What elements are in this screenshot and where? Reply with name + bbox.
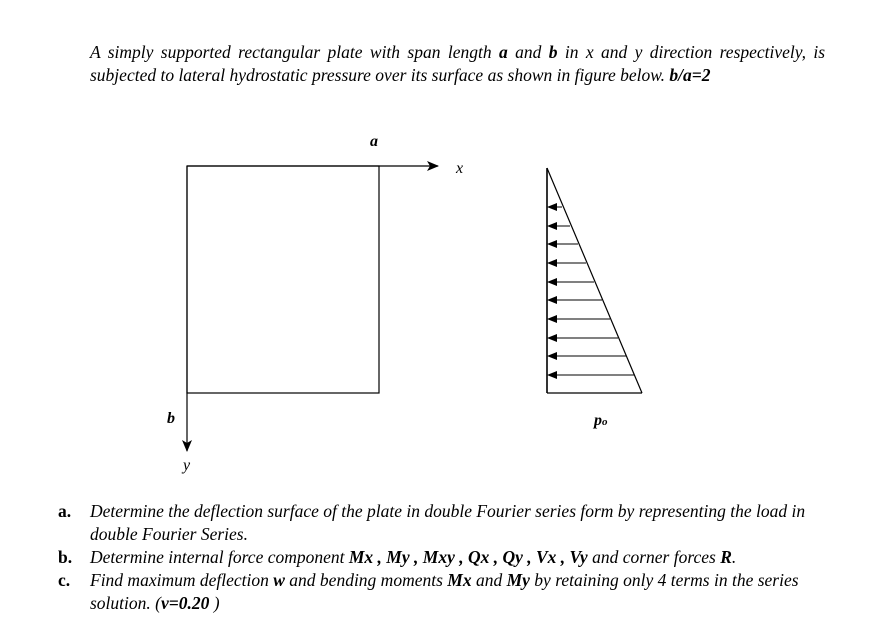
- label-b: b: [167, 410, 175, 427]
- problem-statement: A simply supported rectangular plate with span length a and b in x and y direction respectively, is subjected to lateral hydrostatic pressure over its surface as shown in figure below. b/a=2: [90, 42, 826, 85]
- label-a: a: [370, 133, 378, 150]
- span-a: a: [498, 42, 508, 62]
- label-x: x: [456, 160, 464, 177]
- span-b: b: [548, 42, 558, 62]
- poisson-ratio: ν=0.20: [160, 593, 210, 613]
- question-a: a. Determine the deflection surface of the plate in double Fourier series form by representing the load in double Fourier Series.: [58, 501, 806, 544]
- label-po: po: [594, 412, 608, 429]
- aspect-ratio: b/a=2: [669, 65, 711, 85]
- label-y: y: [183, 457, 191, 474]
- question-c: c. Find maximum deflection w and bending moments Mx and My by retaining only 4 terms in the series solution. (ν=0.20 ): [58, 570, 799, 613]
- question-b: b. Determine internal force component Mx , My , Mxy , Qx , Qy , Vx , Vy and corner forces R.: [58, 547, 737, 567]
- plate-rectangle: [187, 166, 379, 393]
- hydrostatic-load-diagram: [547, 168, 642, 393]
- question-list: [58, 500, 828, 615]
- force-components: Mx , My , Mxy , Qx , Qy , Vx , Vy: [348, 547, 588, 567]
- corner-force: R: [720, 547, 732, 567]
